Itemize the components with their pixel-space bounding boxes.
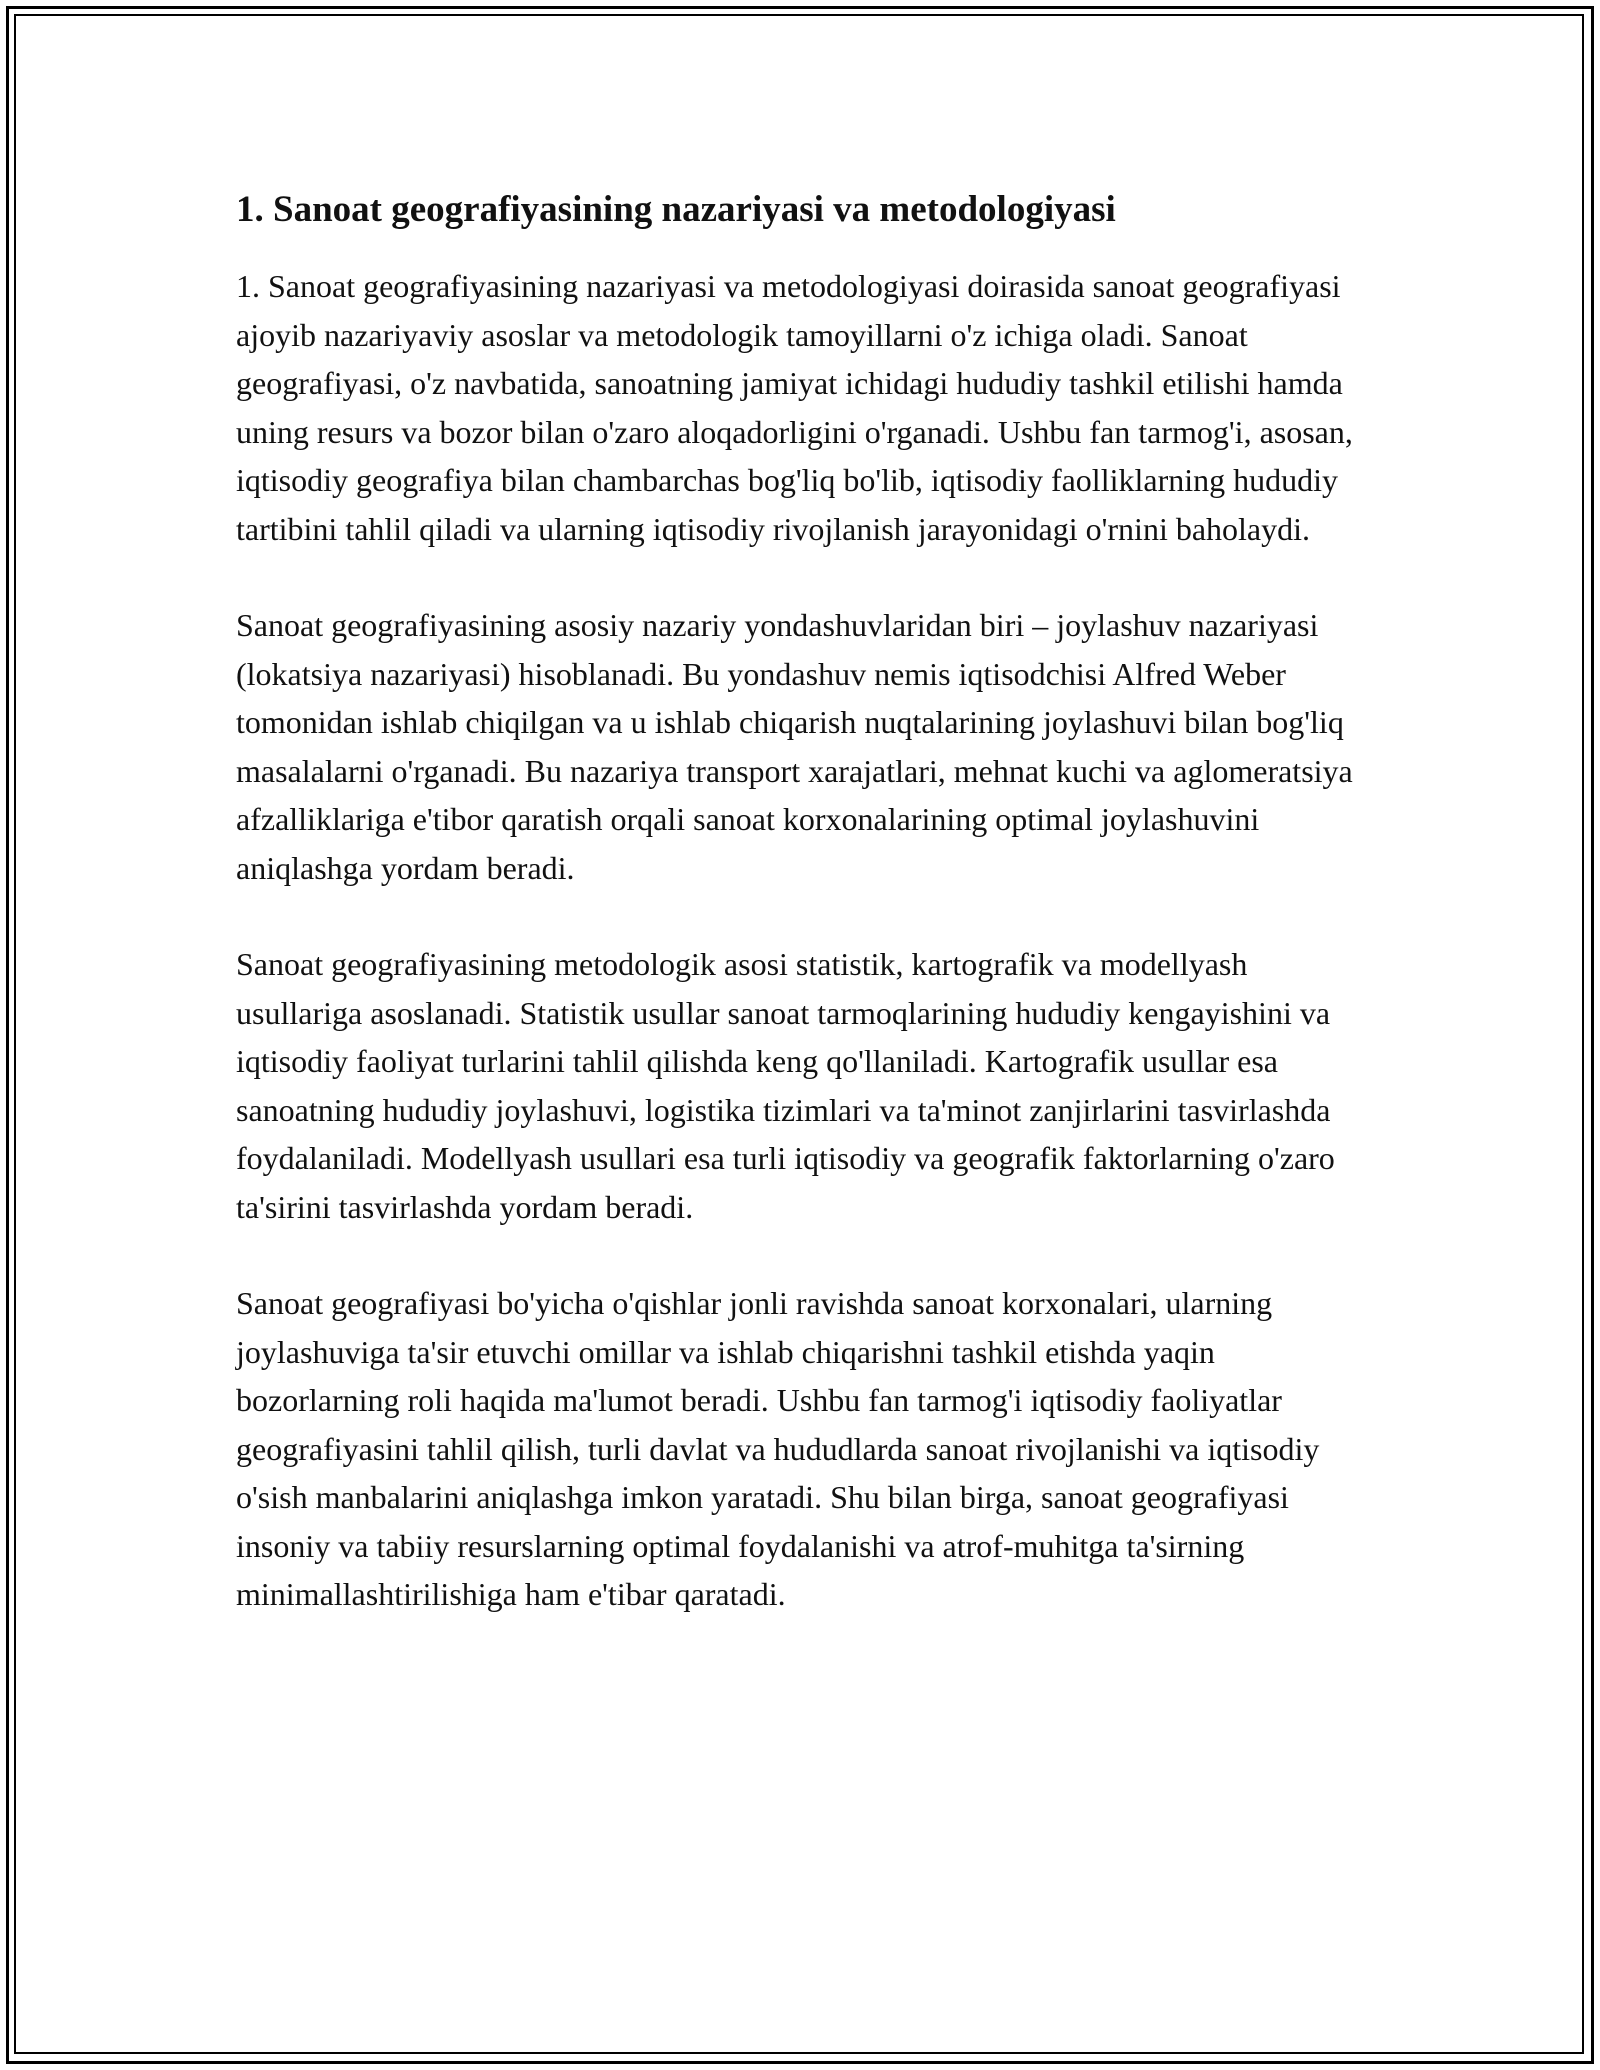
paragraph-2: Sanoat geografiyasining asosiy nazariy yondashuvlaridan biri – joylashuv nazariyasi (lokatsiya nazariyasi) hisoblanadi. Bu yondashuv nemis iqtisodchisi Alfred Weber tomonidan ishlab chiqilgan va u ishlab chiqarish nuqtalarining joylashuvi bilan bog'liq masalalarni o'rganadi. Bu nazariya transport xarajatlari, mehnat kuchi va aglomeratsiya afzalliklariga e'tibor qaratish orqali sanoat korxonalarining optimal joylashuvini aniqlashga yordam beradi. <box>236 607 1353 886</box>
document-body <box>236 186 1366 1667</box>
paragraph-4: Sanoat geografiyasi bo'yicha o'qishlar jonli ravishda sanoat korxonalari, ularning joylashuviga ta'sir etuvchi omillar va ishlab chiqarishni tashkil etishda yaqin bozorlarning roli haqida ma'lumot beradi. Ushbu fan tarmog'i iqtisodiy faoliyatlar geografiyasini tahlil qilish, turli davlat va hududlarda sanoat rivojlanishi va iqtisodiy o'sish manbalarini aniqlashga imkon yaratadi. Shu bilan birga, sanoat geografiyasi insoniy va tabiiy resurslarning optimal foydalanishi va atrof-muhitga ta'sirning minimallashtirilishiga ham e'tibar qaratadi. <box>236 1285 1320 1612</box>
paragraph-1: 1. Sanoat geografiyasining nazariyasi va metodologiyasi doirasida sanoat geografiyasi ajoyib nazariyaviy asoslar va metodologik tamoyillarni o'z ichiga oladi. Sanoat geografiyasi, o'z navbatida, sanoatning jamiyat ichidagi hududiy tashkil etilishi hamda uning resurs va bozor bilan o'zaro aloqadorligini o'rganadi. Ushbu fan tarmog'i, asosan, iqtisodiy geografiya bilan chambarchas bog'liq bo'lib, iqtisodiy faolliklarning hududiy tartibini tahlil qiladi va ularning iqtisodiy rivojlanish jarayonidagi o'rnini baholaydi. <box>236 268 1353 547</box>
document-title: 1. Sanoat geografiyasining nazariyasi va metodologiyasi <box>236 189 1116 230</box>
paragraph-3: Sanoat geografiyasining metodologik asosi statistik, kartografik va modellyash usullariga asoslanadi. Statistik usullar sanoat tarmoqlarining hududiy kengayishini va iqtisodiy faoliyat turlarini tahlil qilishda keng qo'llaniladi. Kartografik usullar esa sanoatning hududiy joylashuvi, logistika tizimlari va ta'minot zanjirlarini tasvirlashda foydalaniladi. Modellyash usullari esa turli iqtisodiy va geografik faktorlarning o'zaro ta'sirini tasvirlashda yordam beradi. <box>236 946 1335 1225</box>
